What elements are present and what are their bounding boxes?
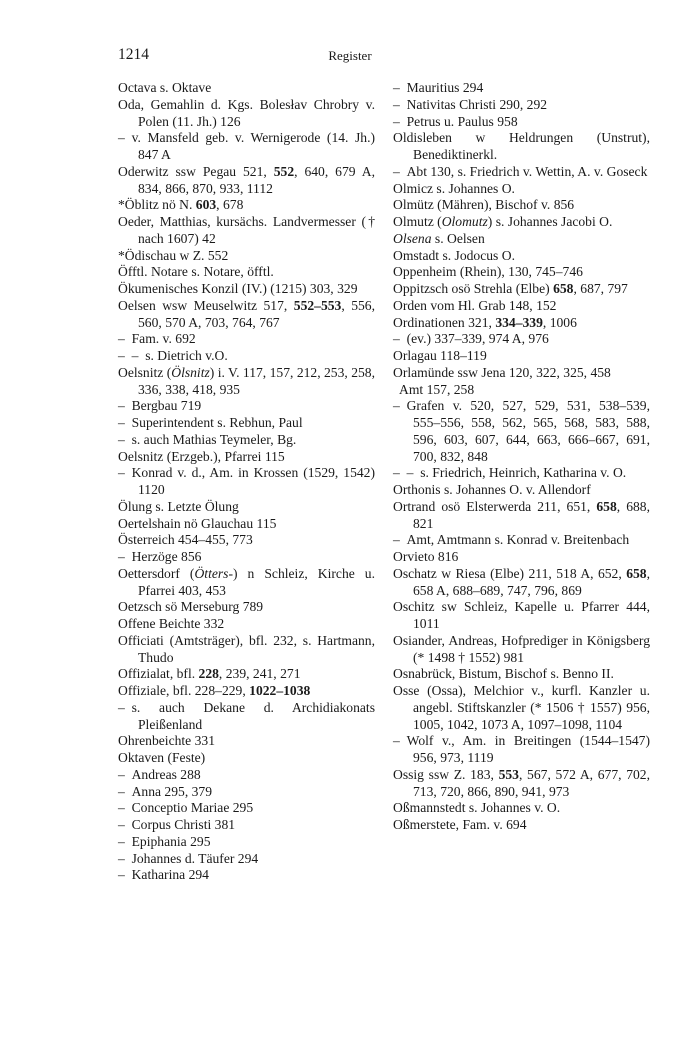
index-subentry: – Mauritius 294 (393, 80, 484, 95)
index-subentry: – Corpus Christi 381 (118, 817, 236, 832)
index-entry: Orden vom Hl. Grab 148, 152 (393, 297, 557, 313)
index-entry: Offene Beichte 332 (118, 616, 225, 631)
index-entry: Olmicz s. Johannes O. (393, 180, 515, 196)
index-entry: Ökumenisches Konzil (IV.) (1215) 303, 329 (118, 281, 358, 296)
index-entry: Olmütz (Mähren), Bischof v. 856 (393, 197, 575, 213)
index-subentry: – Conceptio Mariae 295 (118, 800, 254, 816)
index-entry: Osse (Ossa), Melchior v., kurfl. Kanzler u. angebl. Stiftskanzler (* 1506 † 1557) 956, 1005, 1042, 1073 A, 1097–1098, 1104 (393, 683, 650, 732)
index-column-left (118, 80, 375, 884)
index-entry: Osiander, Andreas, Hofprediger in Königsberg (* 1498 † 1552) 981 (393, 632, 650, 665)
index-entry: Oelsnitz (Ölsnitz) i. V. 117, 157, 212, 253, 258, 336, 338, 418, 935 (118, 364, 375, 397)
index-entry: Österreich 454–455, 773 (118, 532, 253, 548)
index-subentry: – (ev.) 337–339, 974 A, 976 (393, 331, 549, 347)
index-subentry: – Epiphania 295 (118, 833, 211, 849)
index-subentry: – Abt 130, s. Friedrich v. Wettin, A. v. Goseck (393, 163, 648, 179)
index-entry: Ossig ssw Z. 183, 553, 567, 572 A, 677, 702, 713, 720, 866, 890, 941, 973 (393, 766, 650, 799)
index-entry: Oßmannstedt s. Johannes v. O. (393, 800, 561, 816)
index-entry: Oktaven (Feste) (118, 750, 206, 765)
index-entry: Olsena s. Oelsen (393, 230, 485, 246)
index-entry: Orthonis s. Johannes O. v. Allendorf (393, 482, 591, 497)
index-entry: Ohrenbeichte 331 (118, 733, 216, 749)
index-entry: Oßmerstete, Fam. v. 694 (393, 817, 527, 832)
index-subentry: – Konrad v. d., Am. in Krossen (1529, 1542) 1120 (118, 465, 375, 497)
index-entry: Oschitz sw Schleiz, Kapelle u. Pfarrer 444, 1011 (393, 599, 650, 631)
index-subentry: – Wolf v., Am. in Breitingen (1544–1547) 956, 973, 1119 (393, 733, 650, 765)
index-subentry: – Katharina 294 (118, 867, 209, 883)
index-entry: Oppenheim (Rhein), 130, 745–746 (393, 264, 583, 280)
index-entry: Oertelshain nö Glauchau 115 (118, 515, 277, 531)
running-head: Register (328, 48, 372, 63)
index-entry: Oelsen wsw Meuselwitz 517, 552–553, 556, 560, 570 A, 703, 764, 767 (118, 297, 375, 330)
index-entry: Oetzsch sö Merseburg 789 (118, 599, 264, 615)
index-entry: Octava s. Oktave (118, 80, 212, 95)
index-subentry: – – s. Dietrich v.O. (118, 348, 228, 363)
index-entry: Orlamünde ssw Jena 120, 322, 325, 458 (393, 364, 611, 380)
index-entry: *Ödischau w Z. 552 (118, 247, 229, 263)
index-subentry: – Nativitas Christi 290, 292 (393, 96, 548, 112)
index-subentry: – Grafen v. 520, 527, 529, 531, 538–539, 555–556, 558, 562, 565, 568, 583, 588, 596, 603, 607, 644, 663, 666–667, 691, 700, 832, 848 (393, 398, 650, 464)
index-subentry: – Superintendent s. Rebhun, Paul (118, 415, 303, 430)
index-entry: Osnabrück, Bistum, Bischof s. Benno II. (393, 666, 614, 682)
index-subentry: Amt 157, 258 (399, 381, 475, 397)
index-subentry: – Johannes d. Täufer 294 (118, 850, 259, 866)
index-subentry: – s. auch Dekane d. Archidiakonats Pleißenland (118, 699, 375, 732)
index-entry: Oeder, Matthias, kursächs. Landvermesser († nach 1607) 42 (118, 214, 375, 246)
index-subentry: – Andreas 288 (118, 766, 201, 782)
index-entry: Orlagau 118–119 (393, 348, 487, 363)
index-entry: Offiziale, bfl. 228–229, 1022–1038 (118, 683, 311, 698)
index-entry: Oettersdorf (Ötters-) n Schleiz, Kirche u. Pfarrei 403, 453 (118, 565, 376, 598)
index-entry: Omstadt s. Jodocus O. (393, 247, 515, 263)
index-entry: Ölung s. Letzte Ölung (118, 498, 239, 514)
index-entry: Officiati (Amtsträger), bfl. 232, s. Hartmann, Thudo (118, 632, 375, 665)
index-entry: Oldisleben w Heldrungen (Unstrut), Benediktinerkl. (393, 130, 650, 162)
index-subentry: – v. Mansfeld geb. v. Wernigerode (14. Jh.) 847 A (118, 130, 375, 162)
index-entry: Oda, Gemahlin d. Kgs. Bolesłav Chrobry v. Polen (11. Jh.) 126 (118, 96, 375, 129)
index-subentry: – Herzöge 856 (118, 549, 202, 564)
index-entry: Oelsnitz (Erzgeb.), Pfarrei 115 (118, 448, 285, 464)
index-subentry: – Amt, Amtmann s. Konrad v. Breitenbach (393, 532, 630, 548)
index-entry: Olmutz (Olomutz) s. Johannes Jacobi O. (393, 214, 613, 229)
index-subentry: – – s. Friedrich, Heinrich, Katharina v. O. (393, 465, 627, 481)
index-entry: *Öblitz nö N. 603, 678 (118, 197, 244, 213)
index-entry: Offizialat, bfl. 228, 239, 241, 271 (118, 666, 301, 682)
index-subentry: – Fam. v. 692 (118, 331, 196, 347)
index-entry: Oschatz w Riesa (Elbe) 211, 518 A, 652, 658, 658 A, 688–689, 747, 796, 869 (393, 565, 650, 598)
page-number: 1214 (118, 46, 149, 63)
index-subentry: – Petrus u. Paulus 958 (393, 113, 518, 129)
index-subentry: – s. auch Mathias Teymeler, Bg. (118, 431, 297, 447)
index-subentry: – Anna 295, 379 (118, 783, 213, 799)
index-entry: Ortrand osö Elsterwerda 211, 651, 658, 688, 821 (393, 498, 650, 531)
index-entry: Ordinationen 321, 334–339, 1006 (393, 314, 577, 330)
index-subentry: – Bergbau 719 (118, 398, 202, 414)
index-entry: Oppitzsch osö Strehla (Elbe) 658, 687, 797 (393, 281, 628, 296)
index-entry: Öfftl. Notare s. Notare, öfftl. (118, 264, 274, 280)
index-entry: Oderwitz ssw Pegau 521, 552, 640, 679 A, 834, 866, 870, 933, 1112 (118, 163, 375, 196)
index-entry: Orvieto 816 (393, 549, 459, 564)
index-column-right (393, 80, 650, 834)
